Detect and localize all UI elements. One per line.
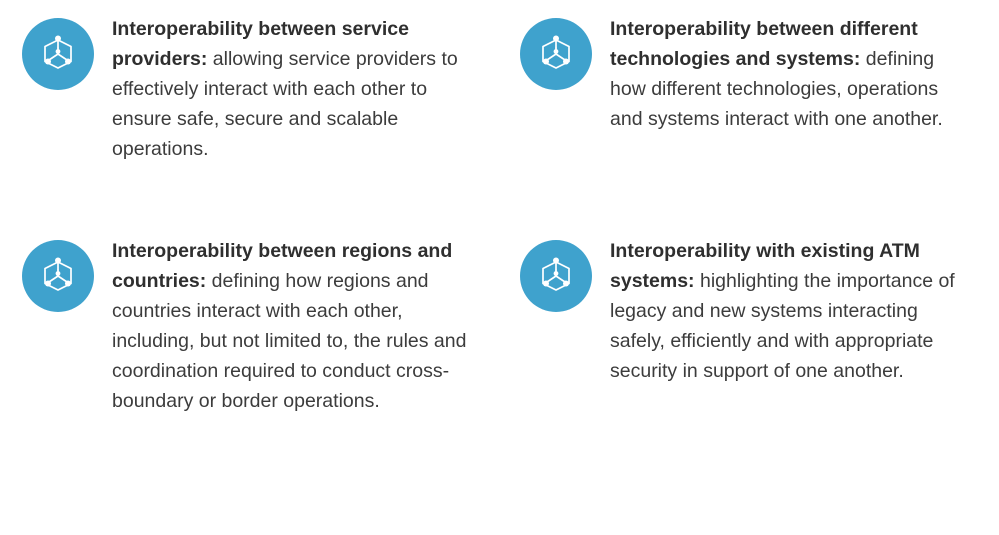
list-item (0, 14, 508, 236)
list-item-lead: Interoperability with existing ATM systems: (610, 240, 920, 292)
list-item-body: defining how regions and countries interact with each other, including, but not limited to, the rules and coordination required to conduct cross-boundary or border operations. (112, 270, 467, 412)
list-item (508, 14, 999, 236)
list-item-text (112, 236, 472, 416)
network-node-cube-icon (520, 240, 592, 312)
list-item-text (610, 236, 962, 386)
list-item-lead: Interoperability between service providers: (112, 18, 409, 70)
list-item (0, 236, 508, 416)
list-item-body: defining how different technologies, operations and systems interact with one another. (610, 48, 943, 130)
list-item (508, 236, 999, 416)
network-node-cube-icon (22, 18, 94, 90)
list-item-lead: Interoperability between different technologies and systems: (610, 18, 918, 70)
list-item-body: highlighting the importance of legacy and new systems interacting safely, efficiently and with appropriate security in support of one another. (610, 270, 955, 382)
network-node-cube-icon (520, 18, 592, 90)
list-item-text (112, 14, 472, 164)
network-node-cube-icon (22, 240, 94, 312)
list-item-lead: Interoperability between regions and countries: (112, 240, 453, 292)
list-item-body: allowing service providers to effectively interact with each other to ensure safe, secure and scalable operations. (112, 48, 458, 160)
list-item-text (610, 14, 962, 134)
